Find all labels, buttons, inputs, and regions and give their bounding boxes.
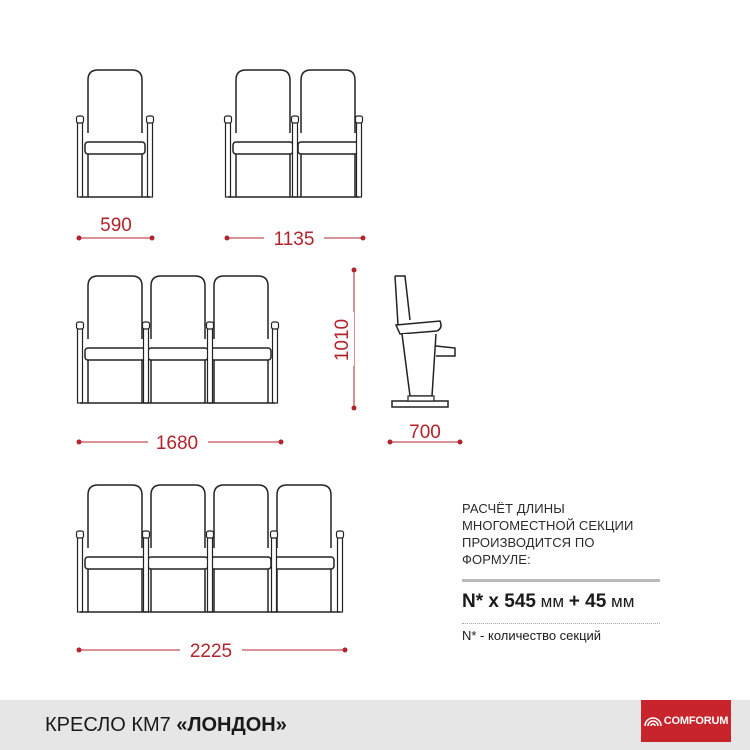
- dimension-label-700: 700: [409, 422, 441, 443]
- chair-side-view: [392, 276, 455, 407]
- dimension-label-590: 590: [100, 215, 132, 236]
- formula-extra: 45: [585, 591, 607, 612]
- formula-unit-1: мм: [535, 592, 569, 611]
- product-title-name: «ЛОНДОН»: [176, 714, 287, 736]
- formula-block: [462, 500, 662, 624]
- formula-title-line1: РАСЧЁТ ДЛИНЫ: [462, 501, 565, 516]
- footer-bar: [0, 700, 750, 750]
- formula-plus: +: [568, 591, 586, 612]
- chair-triple: [77, 276, 279, 403]
- product-title-prefix: КРЕСЛО КМ7: [45, 714, 177, 736]
- dimension-single: [77, 215, 155, 241]
- formula-expression: [462, 591, 662, 613]
- dimension-label-1135: 1135: [273, 229, 315, 250]
- dimension-label-1010: 1010: [332, 318, 353, 362]
- formula-unit-2: мм: [606, 592, 635, 611]
- formula-dotted-divider: [462, 623, 660, 624]
- logo-mark-icon: [644, 714, 662, 728]
- dimension-double: [225, 228, 366, 250]
- dimension-label-1680: 1680: [155, 433, 199, 454]
- footnote: N* - количество секций: [462, 628, 602, 643]
- formula-divider: [462, 579, 660, 582]
- chair-double: [225, 70, 363, 197]
- formula-times: x: [483, 591, 505, 612]
- brand-logo: [641, 700, 731, 742]
- formula-title-line3: ПРОИЗВОДИТСЯ ПО ФОРМУЛЕ:: [462, 535, 595, 567]
- chair-quad: [77, 485, 344, 612]
- logo-text: COMFORUM: [663, 715, 729, 727]
- formula-n: N*: [462, 591, 484, 612]
- product-title: [45, 714, 287, 737]
- dimension-depth: [388, 420, 463, 445]
- dimension-label-2225: 2225: [189, 641, 233, 662]
- dimension-triple: [77, 432, 284, 454]
- dimension-quad: [77, 640, 348, 662]
- dimension-height: [332, 268, 357, 411]
- formula-seat-width: 545: [504, 591, 536, 612]
- formula-title-line2: МНОГОМЕСТНОЙ СЕКЦИИ: [462, 518, 634, 533]
- chair-single: [77, 70, 154, 197]
